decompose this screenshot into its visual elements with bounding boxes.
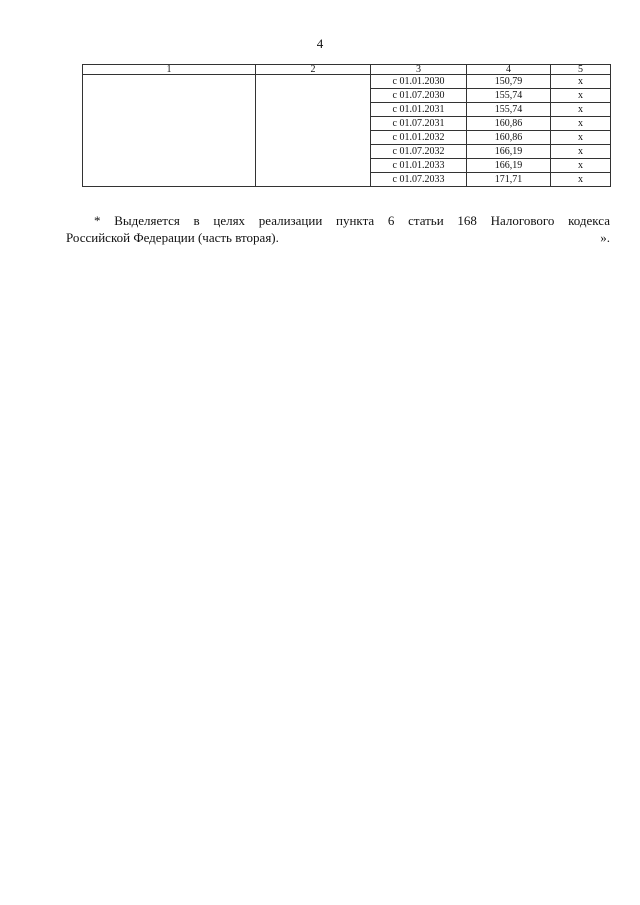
date-cell: с 01.01.2030 xyxy=(371,75,467,89)
footnote-line-2: Российской Федерации (часть вторая). xyxy=(66,230,279,245)
mark-cell: х xyxy=(551,159,611,173)
footnote-line-2-wrapper xyxy=(66,229,610,246)
value-cell: 171,71 xyxy=(467,173,551,187)
footnote-line-1: * Выделяется в целях реализации пункта 6 статьи 168 Налогового кодекса xyxy=(94,213,610,228)
empty-cell-col1 xyxy=(83,75,256,187)
date-cell: с 01.07.2032 xyxy=(371,145,467,159)
date-cell: с 01.01.2031 xyxy=(371,103,467,117)
date-cell: с 01.07.2030 xyxy=(371,89,467,103)
column-header-3: 3 xyxy=(371,65,467,75)
value-cell: 166,19 xyxy=(467,159,551,173)
value-cell: 150,79 xyxy=(467,75,551,89)
date-cell: с 01.01.2032 xyxy=(371,131,467,145)
footnote xyxy=(66,212,610,246)
empty-cell-col2 xyxy=(256,75,371,187)
value-cell: 160,86 xyxy=(467,131,551,145)
value-cell: 155,74 xyxy=(467,89,551,103)
column-header-4: 4 xyxy=(467,65,551,75)
rates-table xyxy=(82,64,611,187)
mark-cell: х xyxy=(551,173,611,187)
column-header-1: 1 xyxy=(83,65,256,75)
closing-quote: ». xyxy=(600,230,610,245)
date-cell: с 01.07.2033 xyxy=(371,173,467,187)
page-number: 4 xyxy=(316,36,324,51)
mark-cell: х xyxy=(551,145,611,159)
mark-cell: х xyxy=(551,117,611,131)
value-cell: 160,86 xyxy=(467,117,551,131)
mark-cell: х xyxy=(551,131,611,145)
mark-cell: х xyxy=(551,103,611,117)
value-cell: 166,19 xyxy=(467,145,551,159)
date-cell: с 01.01.2033 xyxy=(371,159,467,173)
table-row xyxy=(83,75,611,89)
column-header-2: 2 xyxy=(256,65,371,75)
mark-cell: х xyxy=(551,89,611,103)
mark-cell: х xyxy=(551,75,611,89)
table-header-row xyxy=(83,65,611,75)
date-cell: с 01.07.2031 xyxy=(371,117,467,131)
value-cell: 155,74 xyxy=(467,103,551,117)
column-header-5: 5 xyxy=(551,65,611,75)
